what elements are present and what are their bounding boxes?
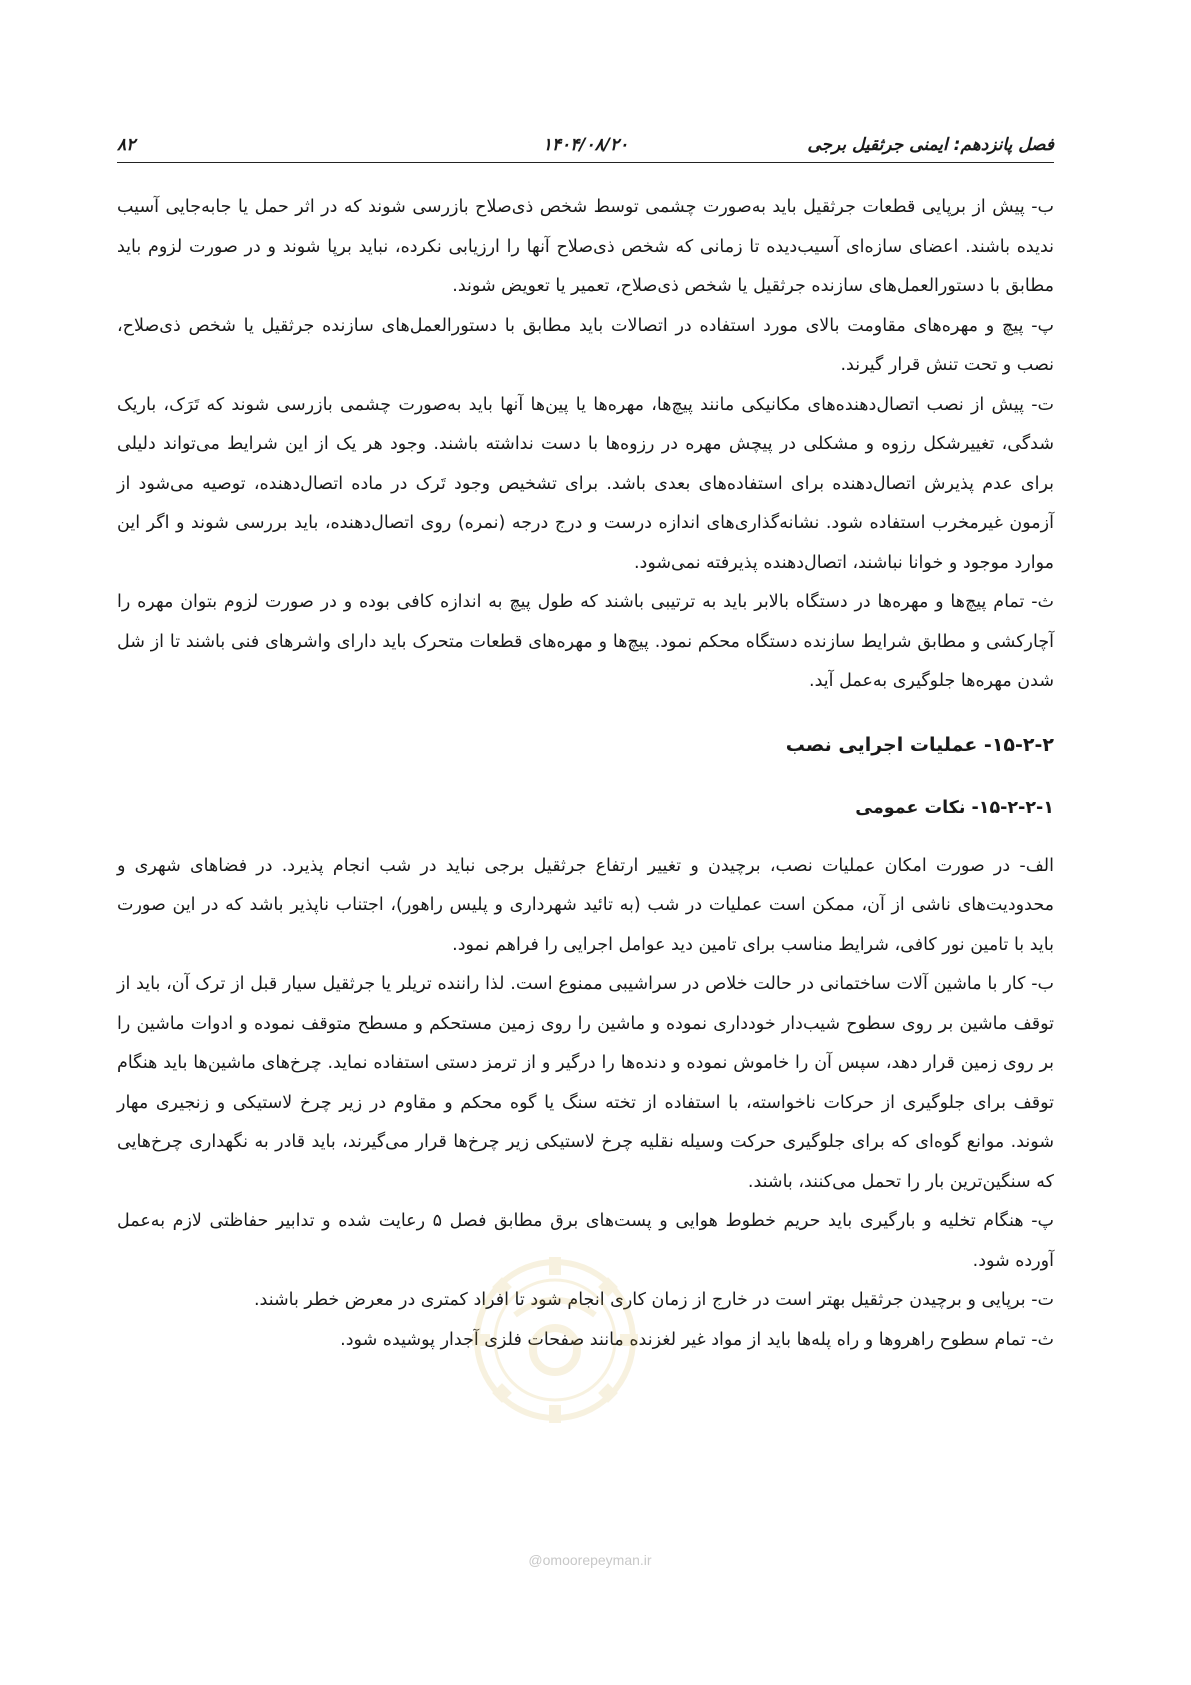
paragraph-be-1: ب- پیش از برپایی قطعات جرثقیل باید به‌صورت چشمی توسط شخص ذی‌صلاح بازرسی شوند که در اثر حمل یا جابه‌جایی آسیب ندیده باشند. اعضای سازه‌ای آسیب‌دیده تا زمانی که شخص ذی‌صلاح آنها را ارزیابی نکرده، نباید برپا شوند و در صورت لزوم باید مطابق با دستورالعمل‌های سازنده جرثقیل یا شخص ذی‌صلاح، تعمیر یا تعویض شوند. xyxy=(117,197,1054,296)
section-heading: ۱۵-۲-۲- عملیات اجرایی نصب xyxy=(785,733,1054,756)
paragraph-pe-2: پ- هنگام تخلیه و بارگیری باید حریم خطوط هوایی و پست‌های برق مطابق فصل ۵ رعایت شده و تدابیر حفاظتی لازم به‌عمل آورده شود. xyxy=(117,1211,1054,1271)
page-number: ۸۲ xyxy=(117,135,136,155)
page-content xyxy=(117,188,1054,1360)
subsection-heading: ۱۵-۲-۲-۱- نکات عمومی xyxy=(855,797,1054,818)
paragraph-se-2: ث- تمام سطوح راهروها و راه پله‌ها باید از مواد غیر لغزنده مانند صفحات فلزی آجدار پوشیده شود. xyxy=(340,1329,1054,1350)
paragraph-te-1: ت- پیش از نصب اتصال‌دهنده‌های مکانیکی مانند پیچ‌ها، مهره‌ها یا پین‌ها آنها باید به‌صورت چشمی بازرسی شوند که تَرَک، باریک شدگی، تغییرشکل رزوه و مشکلی در پیچش مهره در رزوه‌ها با دست نداشته باشند. وجود هر یک از این شرایط می‌تواند دلیلی برای عدم پذیرش اتصال‌دهنده برای استفاده‌های بعدی باشد. برای تشخیص وجود تَرک در ماده اتصال‌دهنده، توصیه می‌شود از آزمون غیرمخرب استفاده شود. نشانه‌گذاری‌های اندازه درست و درج درجه (نمره) روی اتصال‌دهنده، باید بررسی شوند و اگر این موارد موجود و خوانا نباشند، اتصال‌دهنده پذیرفته نمی‌شود. xyxy=(117,394,1054,573)
watermark-logo-icon xyxy=(470,1255,640,1425)
paragraph-alef-2: الف- در صورت امکان عملیات نصب، برچیدن و تغییر ارتفاع جرثقیل برجی نباید در شب انجام پذیرد. در فضاهای شهری و محدودیت‌های ناشی از آن، ممکن است عملیات در شب (به تائید شهرداری و پلیس راهور)، اجتناب ناپذیر باشد که در این صورت باید با تامین نور کافی، شرایط مناسب برای تامین دید عوامل اجرایی را فراهم نمود. xyxy=(117,855,1054,955)
chapter-title: فصل پانزدهم: ایمنی جرثقیل برجی xyxy=(807,135,1054,155)
paragraph-te-2: ت- برپایی و برچیدن جرثقیل بهتر است در خارج از زمان کاری انجام شود تا افراد کمتری در معرض خطر باشند. xyxy=(253,1290,1054,1310)
paragraph-be-2: ب- کار با ماشین آلات ساختمانی در حالت خلاص در سراشیبی ممنوع است. لذا راننده تریلر یا جرثقیل سیار قبل از ترک آن، باید از توقف ماشین بر روی سطوح شیب‌دار خودداری نموده و ماشین را روی زمین مستحکم و مسطح متوقف نموده و ادوات ماشین را بر روی زمین قرار دهد، سپس آن را خاموش نموده و دنده‌ها را درگیر و از ترمز دستی استفاده نماید. چرخ‌های ماشین‌ها باید هنگام توقف برای جلوگیری از حرکات ناخواسته، با استفاده از تخته سنگ یا گوه محکم و مقاوم در زیر چرخ لاستیکی و زنجیری مهار شوند. موانع گوه‌ای که برای جلوگیری حرکت وسیله نقلیه چرخ لاستیکی زیر چرخ‌ها قرار می‌گیرند، باید قادر به نگهداری چرخ‌هایی که سنگین‌ترین بار را تحمل می‌کنند، باشند. xyxy=(117,974,1054,1192)
paragraph-se-1: ث- تمام پیچ‌ها و مهره‌ها در دستگاه بالابر باید به ترتیبی باشند که طول پیچ به اندازه کافی بوده و در صورت لزوم بتوان مهره را آچارکشی و مطابق شرایط سازنده دستگاه محکم نمود. پیچ‌ها و مهره‌های قطعات متحرک باید دارای واشرهای فنی باشند تا از شل شدن مهره‌ها جلوگیری به‌عمل آید. xyxy=(117,592,1054,691)
page-header xyxy=(117,132,1054,163)
paragraph-pe-1: پ- پیچ و مهره‌های مقاومت بالای مورد استفاده در اتصالات باید مطابق با دستورالعمل‌های سازنده جرثقیل یا شخص ذی‌صلاح، نصب و تحت تنش قرار گیرند. xyxy=(117,315,1054,375)
header-date: ۱۴۰۴/۰۸/۲۰ xyxy=(542,135,629,155)
watermark-text: @omoorepeyman.ir xyxy=(528,1552,652,1568)
